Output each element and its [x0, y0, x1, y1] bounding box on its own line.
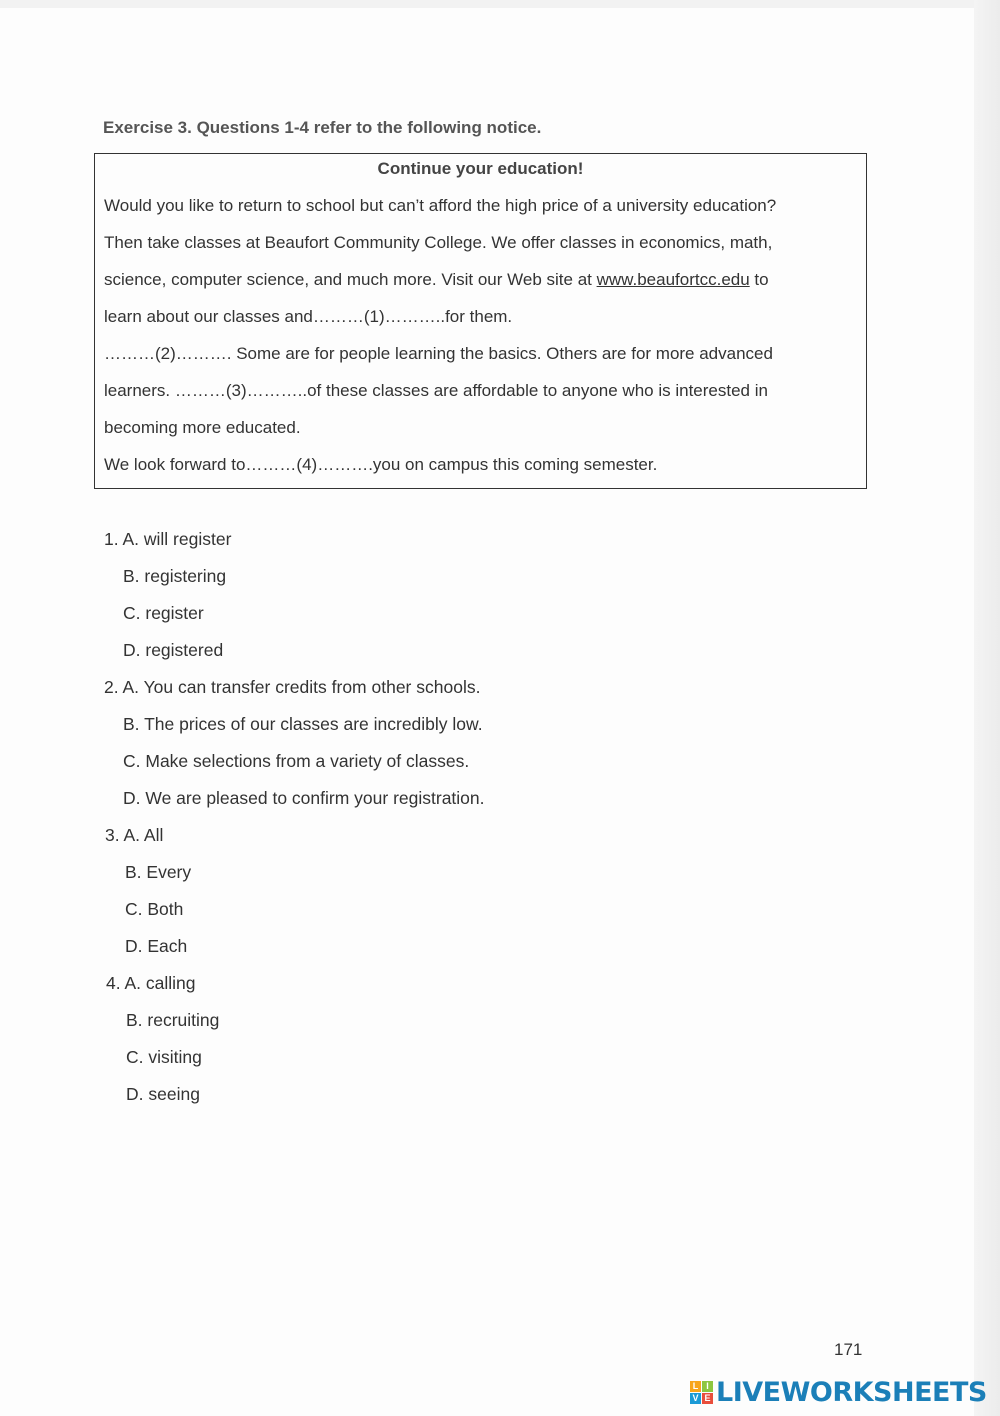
- notice-line-7: becoming more educated.: [104, 418, 301, 437]
- exercise-title: Exercise 3. Questions 1-4 refer to the following notice.: [103, 118, 542, 137]
- logo-cell-v: V: [690, 1393, 701, 1404]
- question-1-option-d[interactable]: D. registered: [123, 640, 224, 660]
- notice-line-3: [104, 270, 769, 290]
- question-4-option-b[interactable]: B. recruiting: [126, 1010, 220, 1030]
- liveworksheets-logo-icon: [690, 1381, 713, 1404]
- logo-cell-e: E: [702, 1393, 713, 1404]
- scan-right-edge: [974, 0, 1000, 1416]
- question-2-option-c[interactable]: C. Make selections from a variety of classes.: [123, 751, 470, 771]
- notice-title: Continue your education!: [377, 159, 584, 178]
- question-4-option-c[interactable]: C. visiting: [126, 1047, 202, 1067]
- page-number: 171: [834, 1340, 863, 1359]
- website-link[interactable]: www.beaufortcc.edu: [596, 270, 750, 289]
- question-2-option-b[interactable]: B. The prices of our classes are incredibly low.: [123, 714, 483, 734]
- notice-line-3-text: science, computer science, and much more. Visit our Web site at: [104, 270, 597, 289]
- question-3-option-c[interactable]: C. Both: [125, 899, 184, 919]
- scan-top-edge: [0, 0, 1000, 8]
- question-1-option-c[interactable]: C. register: [123, 603, 204, 623]
- logo-cell-i: I: [702, 1381, 713, 1392]
- question-4-option-d[interactable]: D. seeing: [126, 1084, 200, 1104]
- question-2-option-d[interactable]: D. We are pleased to confirm your registration.: [123, 788, 485, 808]
- question-3-option-a[interactable]: 3. A. All: [105, 825, 164, 845]
- question-1-option-b[interactable]: B. registering: [123, 566, 227, 586]
- question-3-option-b[interactable]: B. Every: [125, 862, 192, 882]
- question-1-option-a[interactable]: 1. A. will register: [104, 529, 232, 549]
- notice-line-3-end: to: [749, 270, 769, 289]
- question-4-option-a[interactable]: 4. A. calling: [106, 973, 196, 993]
- notice-box: [94, 153, 867, 489]
- notice-line-4: learn about our classes and………(1)………..for them.: [104, 307, 513, 326]
- notice-line-5: ………(2)………. Some are for people learning the basics. Others are for more advanced: [104, 344, 773, 363]
- notice-line-8: We look forward to………(4)……….you on campus this coming semester.: [104, 455, 658, 474]
- notice-line-2: Then take classes at Beaufort Community College. We offer classes in economics, math,: [104, 233, 773, 252]
- liveworksheets-logo-text: LIVEWORKSHEETS: [716, 1376, 987, 1408]
- liveworksheets-logo[interactable]: [690, 1374, 987, 1410]
- question-3-option-d[interactable]: D. Each: [125, 936, 188, 956]
- logo-cell-l: L: [690, 1381, 701, 1392]
- question-2-option-a[interactable]: 2. A. You can transfer credits from other schools.: [104, 677, 481, 697]
- notice-line-6: learners. ………(3)………..of these classes are affordable to anyone who is interested in: [104, 381, 768, 400]
- notice-line-1: Would you like to return to school but can’t afford the high price of a university education?: [104, 196, 777, 215]
